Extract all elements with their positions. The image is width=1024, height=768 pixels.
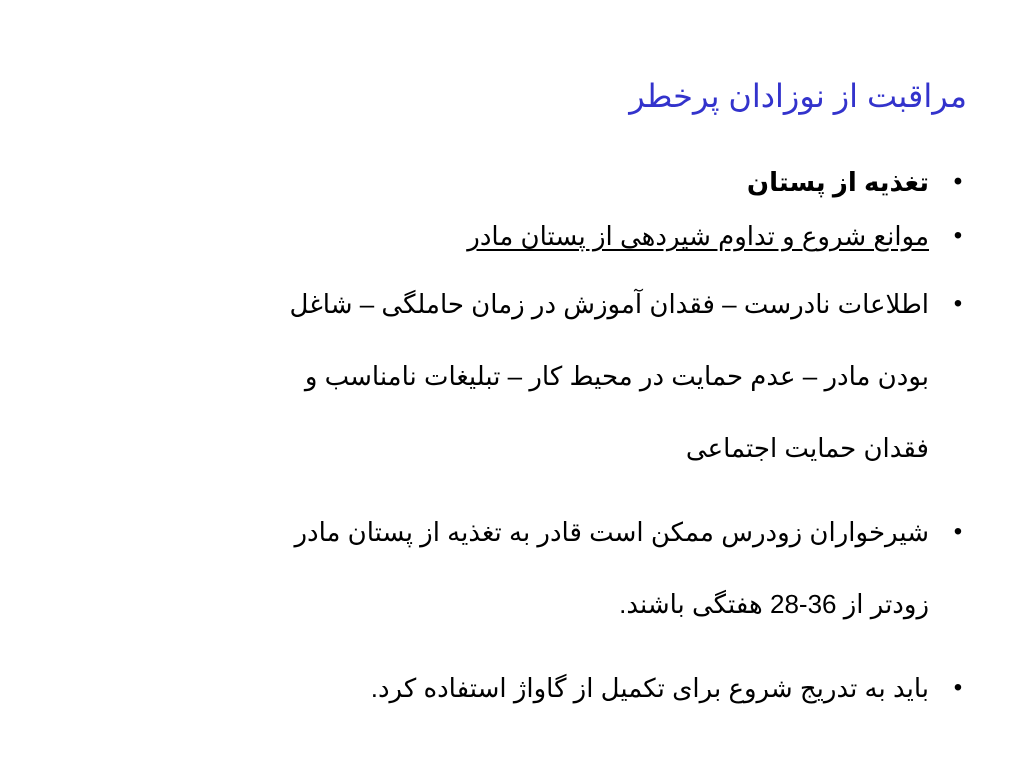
bullet-line: زودتر از 36-28 هفتگی باشند.: [619, 589, 929, 619]
bullet-line: فقدان حمایت اجتماعی: [685, 433, 929, 463]
bullet-text: تغذیه از پستان: [746, 167, 929, 197]
bullet-line: اطلاعات نادرست – فقدان آموزش در زمان حاملگی – شاغل: [289, 289, 929, 319]
bullet-icon: •: [953, 168, 963, 195]
bullet-icon: •: [953, 518, 963, 545]
bullet-line: شیرخواران زودرس ممکن است قادر به تغذیه از پستان مادر: [294, 517, 929, 547]
bullet-item-premature-infants: [147, 496, 967, 640]
bullet-icon: •: [953, 290, 963, 317]
bullet-text: باید به تدریج شروع برای تکمیل از گاواژ استفاده کرد.: [370, 673, 929, 703]
slide-title: مراقبت از نوزادان پرخطر: [629, 78, 967, 114]
bullet-line: بودن مادر – عدم حمایت در محیط کار – تبلیغات نامناسب و: [304, 361, 929, 391]
bullet-text: موانع شروع و تداوم شیردهی از پستان مادر: [467, 221, 929, 251]
bullet-icon: •: [953, 674, 963, 701]
bullet-list: [147, 160, 967, 710]
bullet-item-barriers: [147, 214, 967, 258]
bullet-icon: •: [953, 222, 963, 249]
bullet-item-misinformation: [147, 268, 967, 484]
bullet-item-gavage: [147, 666, 967, 710]
bullet-item-breastfeeding: [147, 160, 967, 204]
